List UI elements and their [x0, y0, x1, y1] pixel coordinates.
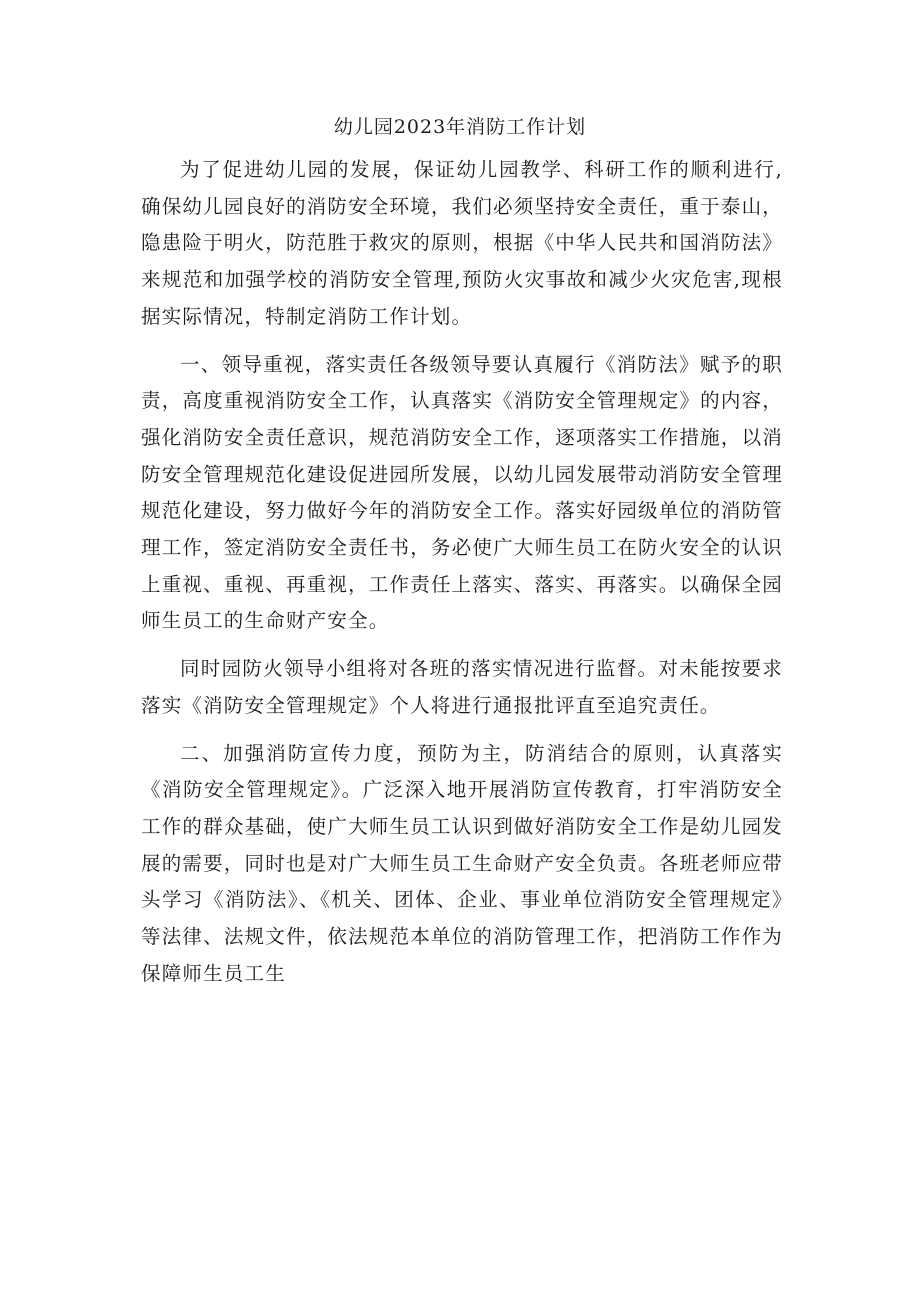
document-body — [141, 152, 783, 992]
paragraph-supervision: 同时园防火领导小组将对各班的落实情况进行监督。对未能按要求落实《消防安全管理规定》个人将进行通报批评直至追究责任。 — [141, 657, 783, 717]
paragraph-section-1: 一、领导重视，落实责任各级领导要认真履行《消防法》赋予的职责，高度重视消防安全工作，认真落实《消防安全管理规定》的内容，强化消防安全责任意识，规范消防安全工作，逐项落实工作措施，以消防安全管理规范化建设促进园所发展，以幼儿园发展带动消防安全管理规范化建设，努力做好今年的消防安全工作。落实好园级单位的消防管理工作，签定消防安全责任书，务必使广大师生员工在防火安全的认识上重视、重视、再重视，工作责任上落实、落实、再落实。以确保全园师生员工的生命财产安全。 — [141, 352, 783, 633]
document-title: 幼儿园2023年消防工作计划 — [333, 116, 587, 138]
paragraph-intro: 为了促进幼儿园的发展，保证幼儿园教学、科研工作的顺利进行,确保幼儿园良好的消防安全环境，我们必须坚持安全责任，重于泰山，隐患险于明火，防范胜于救灾的原则，根据《中华人民共和国消防法》来规范和加强学校的消防安全管理,预防火灾事故和减少火灾危害,现根据实际情况，特制定消防工作计划。 — [141, 158, 783, 328]
paragraph-section-2: 二、加强消防宣传力度，预防为主，防消结合的原则，认真落实《消防安全管理规定》。广泛深入地开展消防宣传教育，打牢消防安全工作的群众基础，使广大师生员工认识到做好消防安全工作是幼儿园发展的需要，同时也是对广大师生员工生命财产安全负责。各班老师应带头学习《消防法》、《机关、团体、企业、事业单位消防安全管理规定》等法律、法规文件，依法规范本单位的消防管理工作，把消防工作作为保障师生员工生 — [141, 741, 783, 985]
